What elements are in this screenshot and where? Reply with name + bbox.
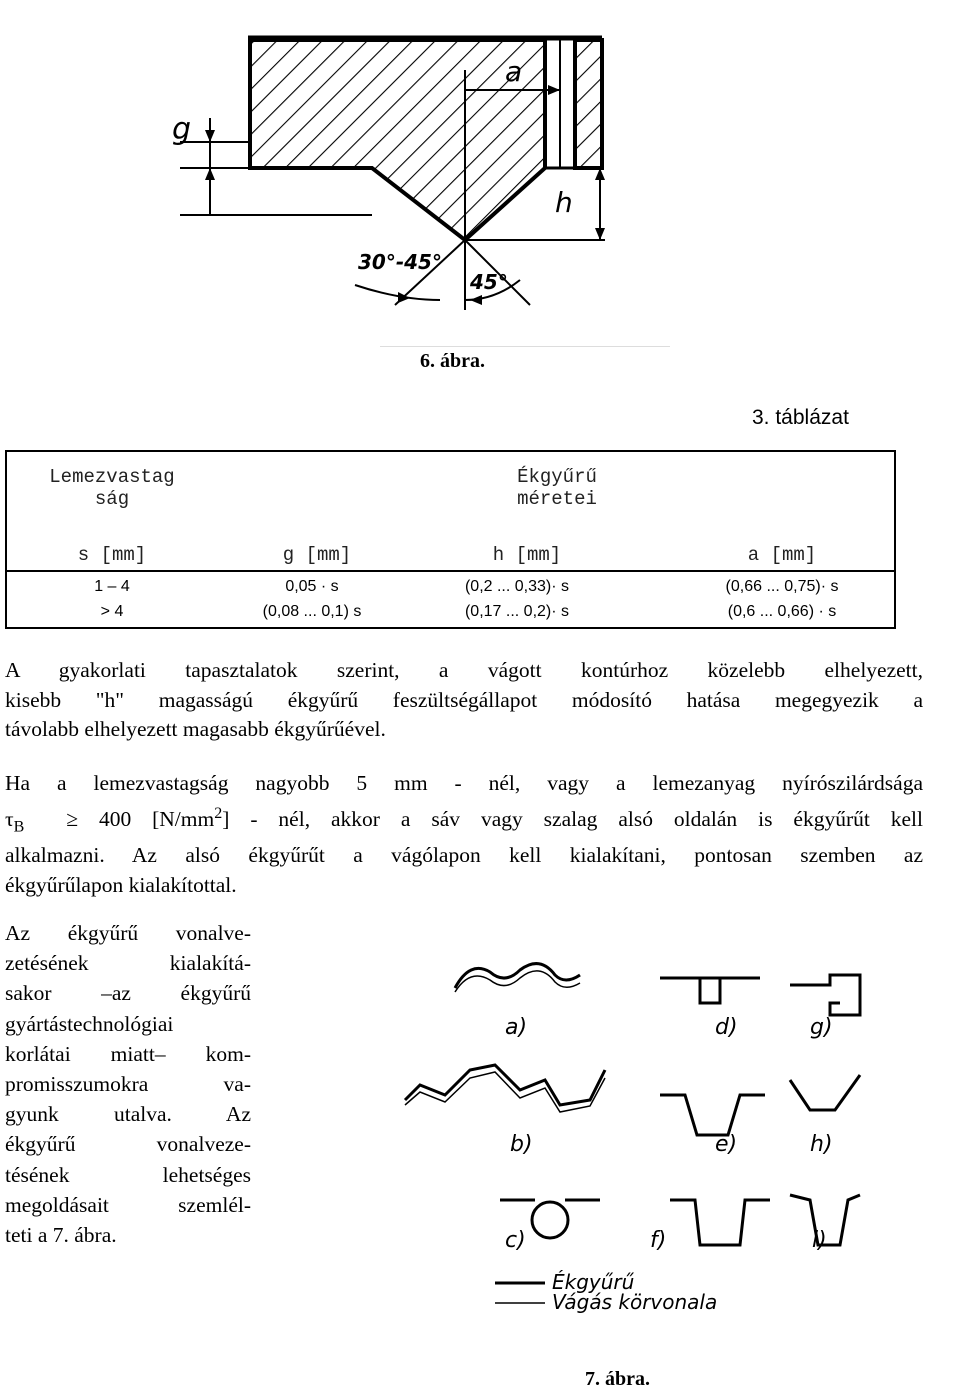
paragraph-1-line: kisebb "h" magasságú ékgyűrű feszültségállapot módosító hatása megegyezik a: [5, 687, 923, 712]
paragraph-3-line: zetésének kialakítá-: [5, 951, 251, 976]
table-row-1-h: (0,2 ... 0,33)· s: [464, 578, 570, 595]
col-header-h: h [mm]: [492, 544, 562, 566]
table-row-1-s: 1 – 4: [94, 578, 130, 595]
variant-c-shape: [532, 1202, 568, 1238]
geq-symbol: ≥: [66, 806, 78, 831]
figure-7-label-b: b): [510, 1132, 533, 1157]
figure-7-label-a: a): [505, 1015, 528, 1040]
header-ring-line2: méretei: [517, 488, 597, 510]
table-row-1-g: 0,05 · s: [285, 578, 339, 595]
paragraph-3-line: teti a 7. ábra.: [5, 1223, 117, 1248]
table-row-2-a: (0,6 ... 0,66) · s: [727, 603, 837, 620]
figure-6-label-g: g: [172, 112, 192, 147]
dimension-table: [5, 450, 896, 629]
paragraph-3-line: gyártástechnológiai: [5, 1011, 174, 1036]
paragraph-3-line: sakor –az ékgyűrű: [5, 981, 251, 1006]
figure-7-label-c: c): [505, 1228, 526, 1253]
figure-7-label-d: d): [715, 1015, 738, 1040]
paragraph-3-line: ékgyűrű vonalveze-: [5, 1132, 251, 1157]
header-ring-line1: Ékgyűrű: [517, 466, 597, 488]
variant-b-shape: [405, 1065, 605, 1105]
paragraph-3-line: korlátai miatt– kom-: [5, 1041, 251, 1066]
figure-7-label-f: f): [650, 1228, 667, 1253]
tau-subscript: B: [13, 817, 25, 835]
header-thickness: [7, 466, 217, 510]
paragraph-2: [5, 769, 923, 900]
figure-6-drawing: [150, 25, 620, 325]
variant-f-shape: [670, 1200, 770, 1245]
figure-6-label-angle1: 30°-45°: [358, 250, 442, 274]
table-divider: [7, 570, 894, 572]
paragraph-3-line: promisszumokra va-: [5, 1072, 251, 1097]
table-row-2-h: (0,17 ... 0,2)· s: [464, 603, 570, 620]
paragraph-1-line: távolabb elhelyezett magasabb ékgyűrűével.: [5, 717, 386, 741]
figure-7-caption: 7. ábra.: [585, 1368, 650, 1390]
col-header-s: s [mm]: [77, 544, 147, 566]
header-ring-dims: [217, 466, 897, 510]
formula-value: 400 [N/mm: [98, 806, 215, 831]
figure-6-label-angle2: 45°: [470, 270, 508, 294]
variant-d-shape: [700, 978, 720, 1003]
header-thickness-line1: Lemezvastag: [49, 466, 175, 488]
paragraph-3-line: tésének lehetséges: [5, 1162, 251, 1187]
paragraph-2-line: ékgyűrűlapon kialakítottal.: [5, 872, 237, 897]
figure-7-legend-cut: Vágás körvonala: [552, 1290, 718, 1314]
figure-6-label-a: a: [505, 55, 523, 88]
table-row-1-a: (0,66 ... 0,75)· s: [725, 578, 839, 595]
formula-rest: ] - nél, akkor a sáv vagy szalag alsó oldalán is ékgyűrűt kell: [222, 806, 923, 831]
figure-7-label-e: e): [715, 1132, 738, 1157]
tau-symbol: τ: [5, 806, 14, 831]
figure-7-legend-ring: Ékgyűrű: [552, 1270, 635, 1294]
col-header-a: a [mm]: [747, 544, 817, 566]
figure-7-label-g: g): [810, 1015, 833, 1040]
paragraph-3-line: Az ékgyűrű vonalve-: [5, 921, 251, 945]
figure-6-caption: 6. ábra.: [420, 350, 485, 372]
figure-7-label-i: i): [812, 1228, 827, 1253]
figure-7-label-h: h): [810, 1132, 833, 1157]
paragraph-3-line: megoldásait szemlél-: [5, 1192, 251, 1217]
table-number: 3. táblázat: [752, 406, 849, 429]
paragraph-3: [5, 918, 251, 1250]
paragraph-2-line: Ha a lemezvastagság nagyobb 5 mm - nél, vagy a lemezanyag nyírószilárdsága: [5, 771, 923, 795]
variant-e-shape: [660, 1095, 765, 1135]
variant-g-shape: [790, 975, 860, 1015]
figure-6-separator: [380, 346, 670, 347]
figure-6-label-h: h: [555, 186, 573, 219]
table-row-2-g: (0,08 ... 0,1) s: [262, 603, 362, 620]
table-row-2-s: > 4: [100, 603, 124, 620]
paragraph-1: [5, 656, 923, 745]
paragraph-3-line: gyunk utalva. Az: [5, 1102, 251, 1127]
unit-superscript: 2: [214, 804, 223, 822]
col-header-g: g [mm]: [282, 544, 352, 566]
variant-h-shape: [790, 1075, 860, 1110]
paragraph-2-line: alkalmazni. Az alsó ékgyűrűt a vágólapon kell kialakítani, pontosan szemben az: [5, 843, 923, 868]
paragraph-2-line-formula: [5, 799, 923, 842]
paragraph-1-line: A gyakorlati tapasztalatok szerint, a vágott kontúrhoz közelebb elhelyezett,: [5, 658, 923, 682]
header-thickness-line2: ság: [94, 488, 130, 510]
